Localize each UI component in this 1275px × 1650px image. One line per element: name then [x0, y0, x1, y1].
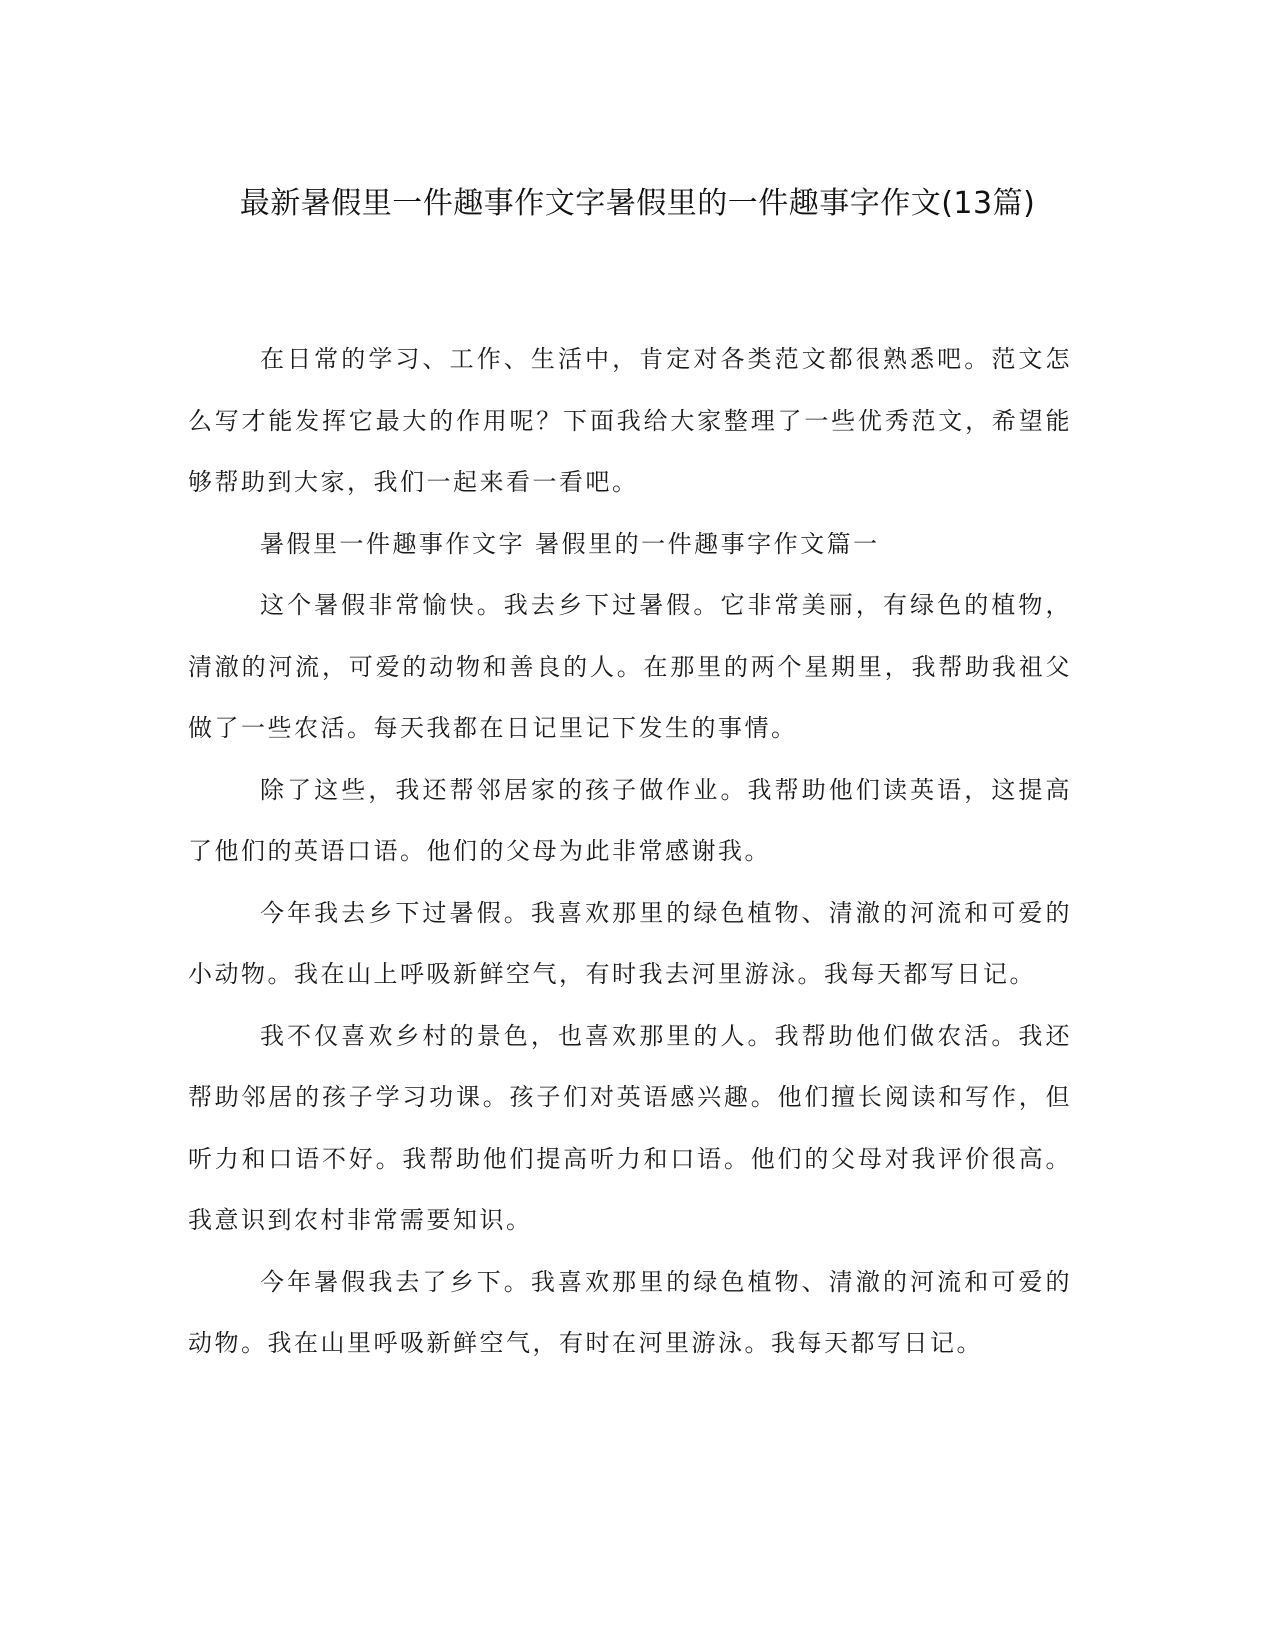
- paragraph: 今年我去乡下过暑假。我喜欢那里的绿色植物、清澈的河流和可爱的小动物。我在山上呼吸新鲜空气，有时我去河里游泳。我每天都写日记。: [188, 898, 1072, 988]
- paragraph-intro: 在日常的学习、工作、生活中，肯定对各类范文都很熟悉吧。范文怎么写才能发挥它最大的作用呢？下面我给大家整理了一些优秀范文，希望能够帮助到大家，我们一起来看一看吧。: [188, 345, 1072, 496]
- paragraph: 我不仅喜欢乡村的景色，也喜欢那里的人。我帮助他们做农活。我还帮助邻居的孩子学习功课。孩子们对英语感兴趣。他们擅长阅读和写作，但听力和口语不好。我帮助他们提高听力和口语。他们的父母对我评价很高。我意识到农村非常需要知识。: [188, 1021, 1072, 1234]
- document-body: [188, 329, 1072, 1375]
- document-title: 最新暑假里一件趣事作文字暑假里的一件趣事字作文(13篇): [239, 186, 1036, 221]
- paragraph: 今年暑假我去了乡下。我喜欢那里的绿色植物、清澈的河流和可爱的动物。我在山里呼吸新鲜空气，有时在河里游泳。我每天都写日记。: [188, 1267, 1072, 1357]
- paragraph: 除了这些，我还帮邻居家的孩子做作业。我帮助他们读英语，这提高了他们的英语口语。他们的父母为此非常感谢我。: [188, 775, 1072, 865]
- section-heading: 暑假里一件趣事作文字 暑假里的一件趣事字作文篇一: [260, 529, 880, 558]
- paragraph: 这个暑假非常愉快。我去乡下过暑假。它非常美丽，有绿色的植物，清澈的河流，可爱的动物和善良的人。在那里的两个星期里，我帮助我祖父做了一些农活。每天我都在日记里记下发生的事情。: [188, 591, 1072, 742]
